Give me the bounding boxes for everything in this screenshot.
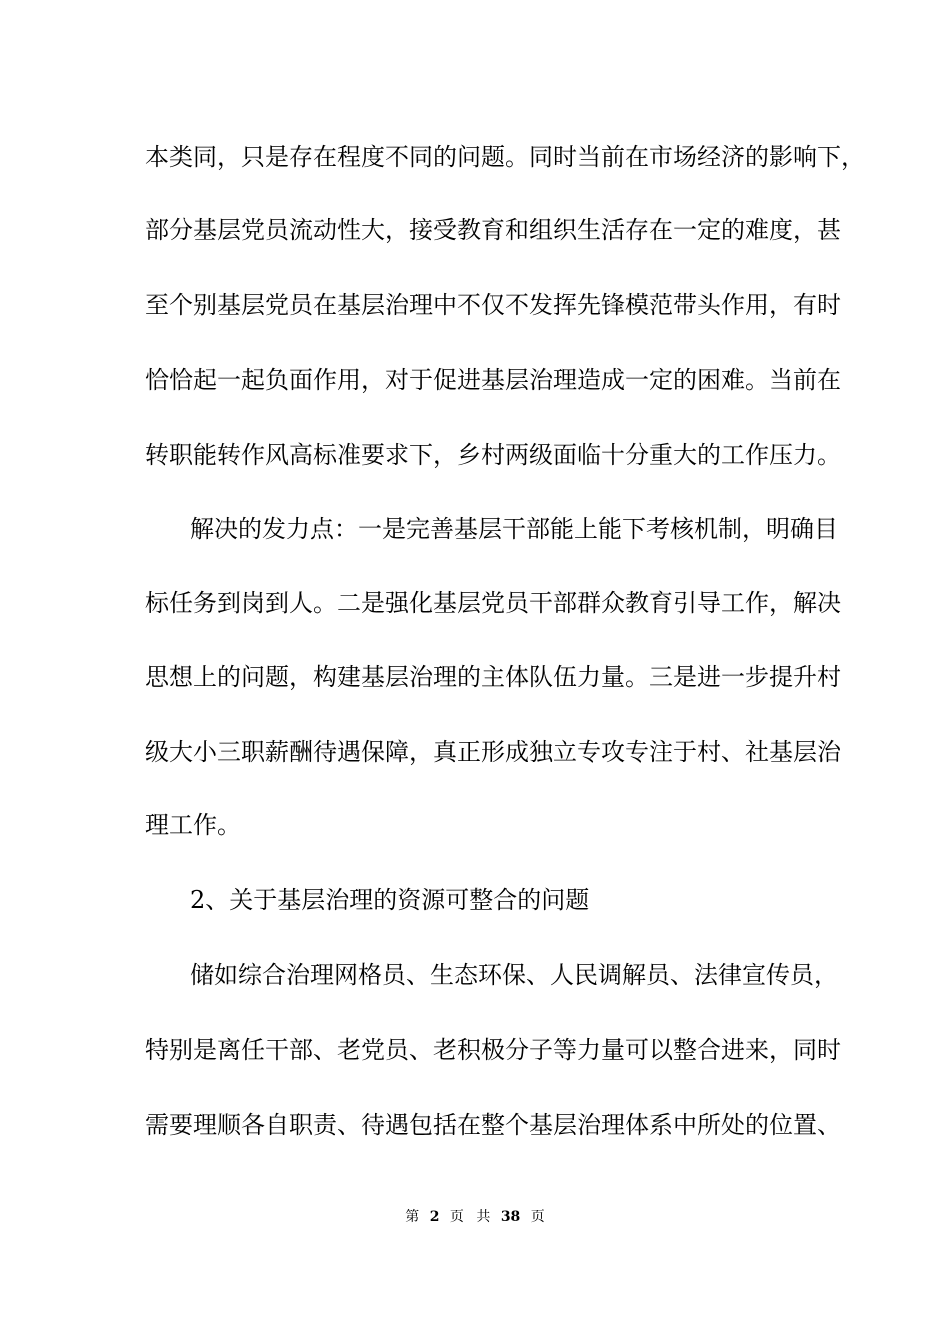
- text-line: 特别是离任干部、老党员、老积极分子等力量可以整合进来，同时: [145, 1036, 841, 1064]
- text-line: 标任务到岗到人。二是强化基层党员干部群众教育引导工作，解决: [145, 589, 841, 617]
- text-line: 理工作。: [145, 811, 241, 839]
- total-page-count: 38: [500, 1209, 521, 1225]
- text-line: 转职能转作风高标准要求下，乡村两级面临十分重大的工作压力。: [145, 441, 841, 469]
- text-line: 本类同，只是存在程度不同的问题。同时当前在市场经济的影响下，: [145, 143, 865, 171]
- footer-total-word: 共: [476, 1209, 491, 1225]
- section-heading: 2、关于基层治理的资源可整合的问题: [190, 886, 590, 914]
- text-line: 恰恰起一起负面作用，对于促进基层治理造成一定的困难。当前在: [145, 366, 841, 394]
- paragraph-first-line: 解决的发力点：一是完善基层干部能上能下考核机制，明确目: [190, 515, 838, 543]
- text-line: 需要理顺各自职责、待遇包括在整个基层治理体系中所处的位置、: [145, 1111, 841, 1139]
- footer-suffix: 页: [530, 1209, 545, 1225]
- text-line: 至个别基层党员在基层治理中不仅不发挥先锋模范带头作用，有时: [145, 291, 841, 319]
- page-footer: [0, 1208, 950, 1226]
- footer-prefix: 第: [405, 1209, 420, 1225]
- text-line: 级大小三职薪酬待遇保障，真正形成独立专攻专注于村、社基层治: [145, 738, 841, 766]
- footer-page-word: 页: [449, 1209, 464, 1225]
- text-line: 思想上的问题，构建基层治理的主体队伍力量。三是进一步提升村: [145, 663, 841, 691]
- paragraph-first-line: 储如综合治理网格员、生态环保、人民调解员、法律宣传员，: [190, 961, 838, 989]
- text-line: 部分基层党员流动性大，接受教育和组织生活存在一定的难度，甚: [145, 216, 841, 244]
- current-page-number: 2: [429, 1209, 440, 1225]
